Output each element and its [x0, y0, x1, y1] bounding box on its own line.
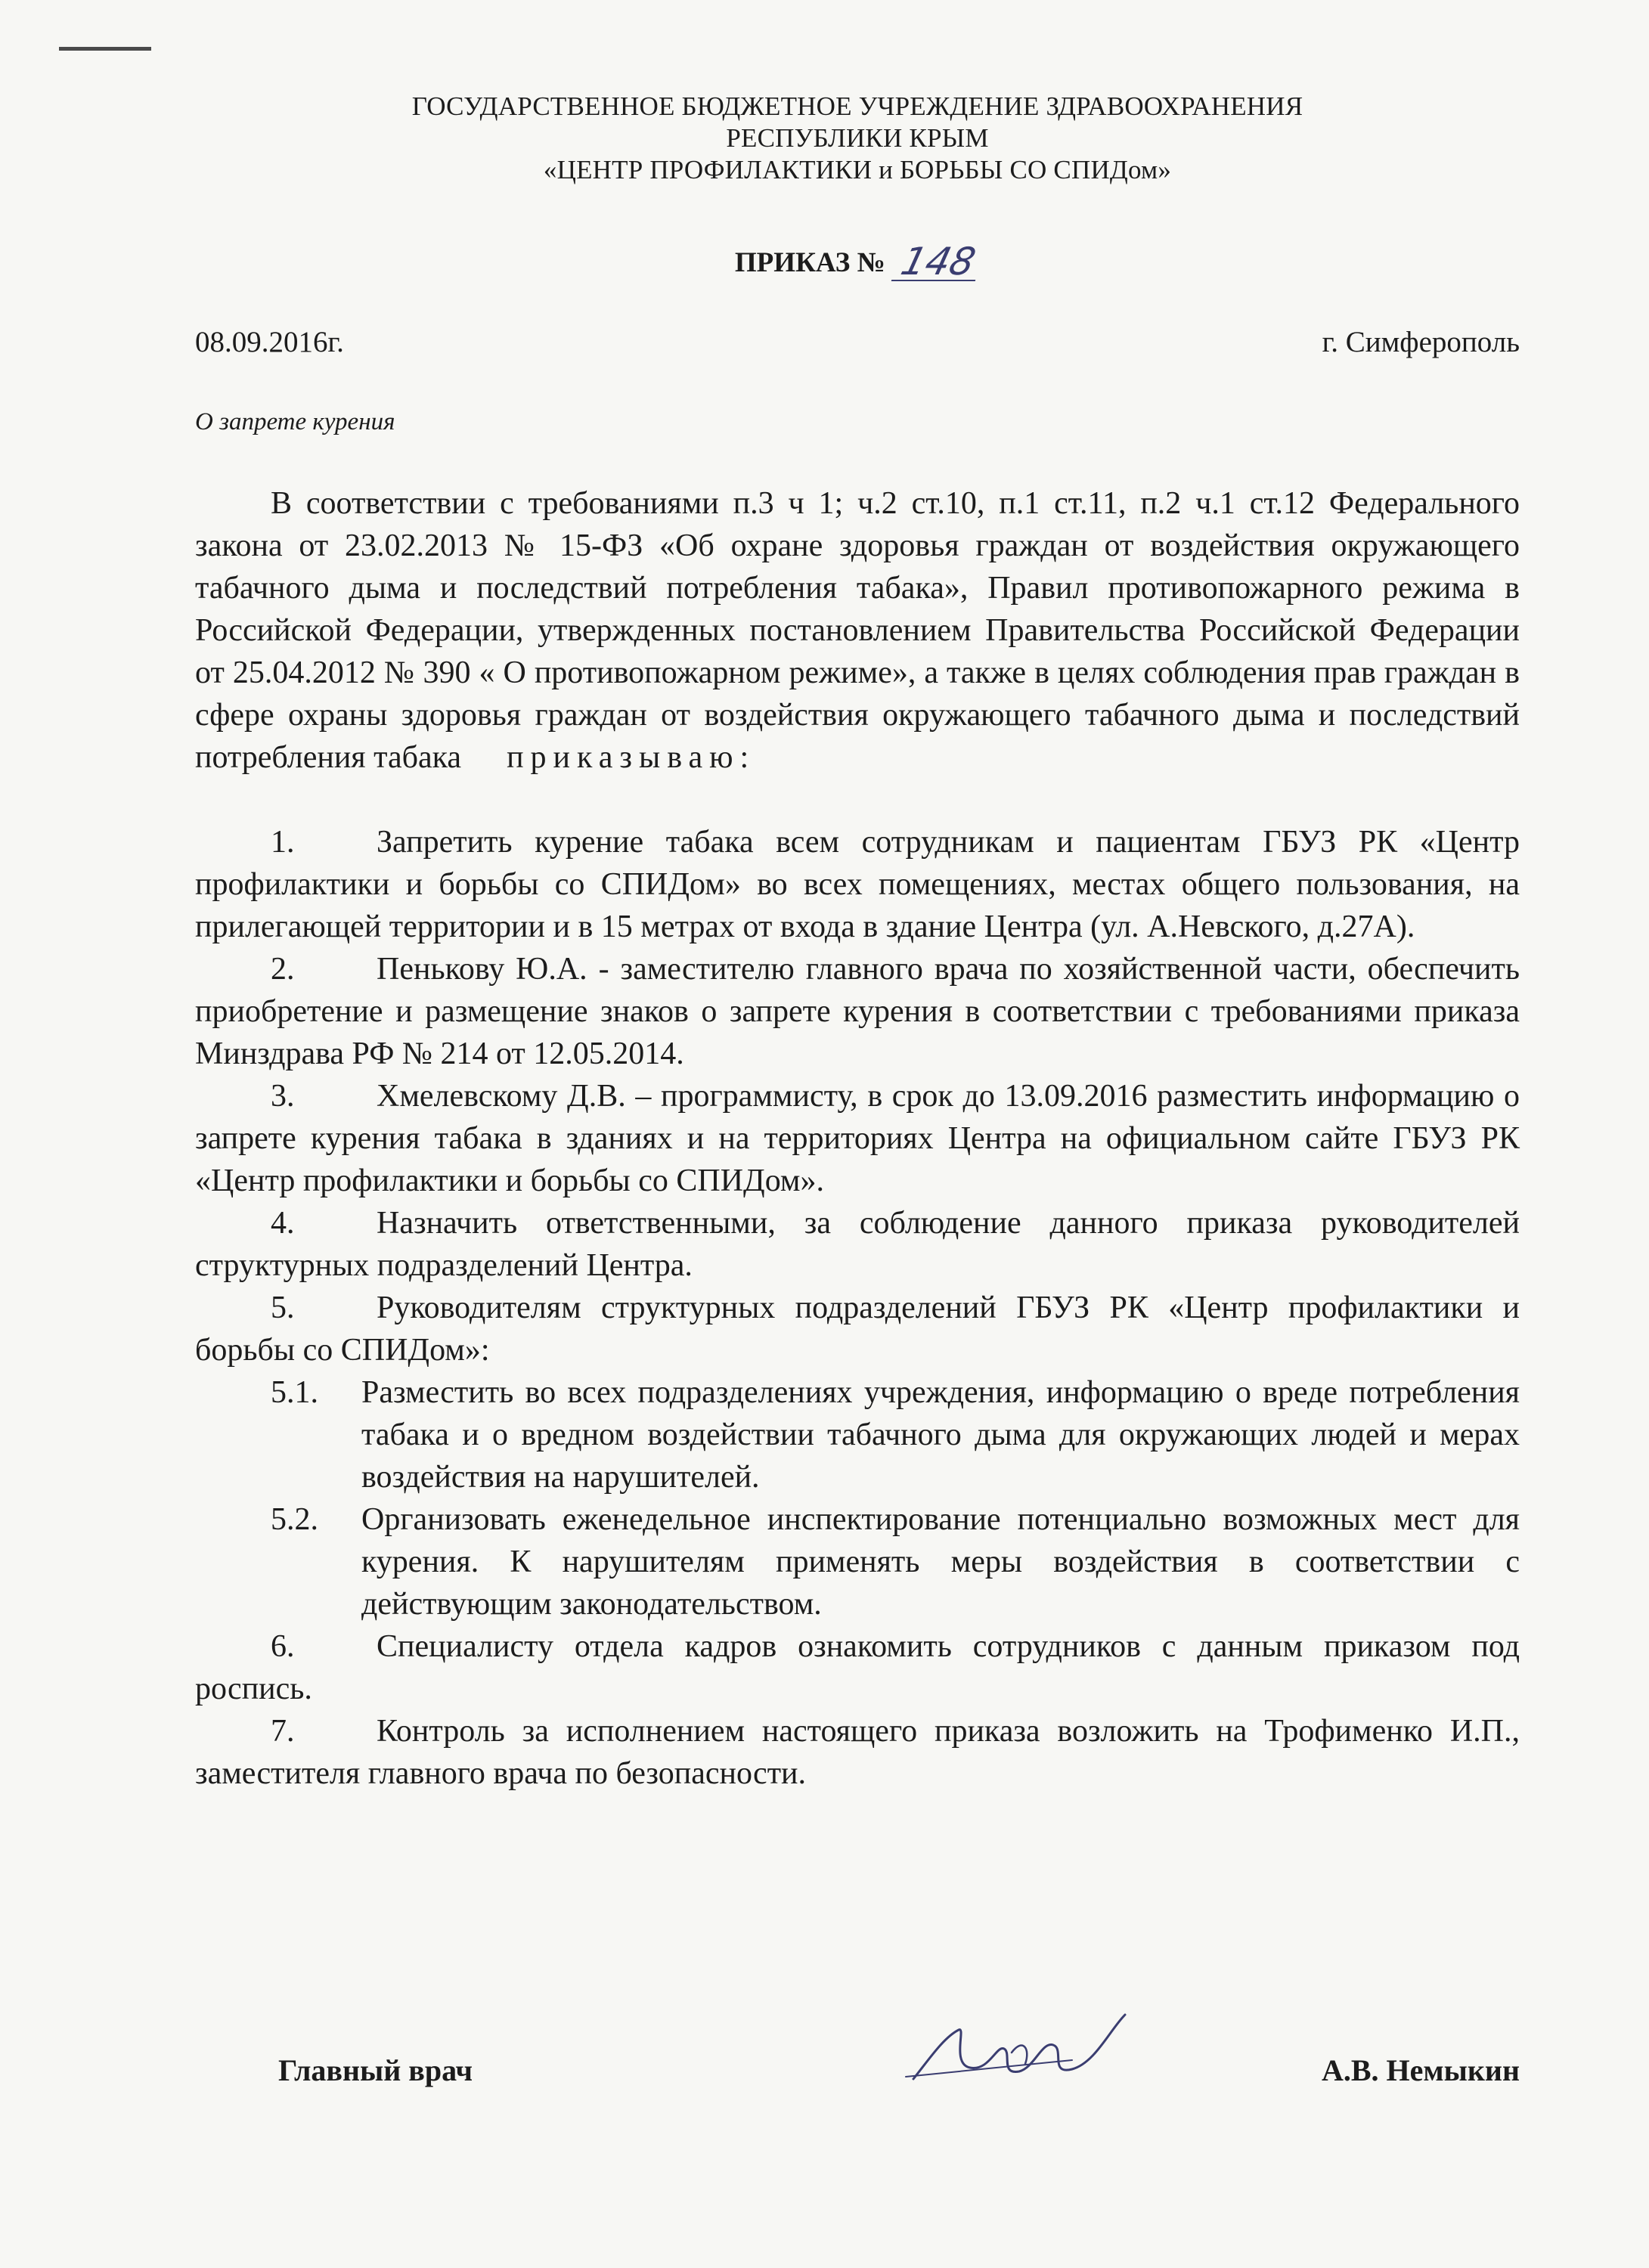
order-item	[195, 1287, 1520, 1371]
order-body	[195, 482, 1520, 1795]
header-line-2: РЕСПУБЛИКИ КРЫМ	[726, 123, 989, 153]
order-date: 08.09.2016г.	[195, 326, 344, 358]
order-title-label: ПРИКАЗ №	[734, 247, 885, 278]
document-page	[195, 0, 1520, 2268]
subitem-text: Организовать еженедельное инспектирование потенциально возможных мест для курения. К нарушителям применять меры воздействия в соответствии с действующим законодательством.	[361, 1502, 1520, 1622]
item-number: 4.	[271, 1206, 295, 1241]
item-number: 3.	[271, 1079, 295, 1114]
item-text: Специалисту отдела кадров ознакомить сотрудников с данным приказом под роспись.	[195, 1629, 1520, 1706]
order-title	[195, 240, 1520, 284]
header-line-1: ГОСУДАРСТВЕННОЕ БЮДЖЕТНОЕ УЧРЕЖДЕНИЕ ЗДРАВООХРАНЕНИЯ	[411, 91, 1303, 121]
order-city: г. Симферополь	[1322, 326, 1520, 358]
item-number: 2.	[271, 952, 295, 987]
item-text: Контроль за исполнением настоящего приказа возложить на Трофименко И.П., заместителя главного врача по безопасности.	[195, 1714, 1520, 1791]
item-number: 5.	[271, 1290, 295, 1325]
item-number: 7.	[271, 1714, 295, 1749]
header-line-3: «ЦЕНТР ПРОФИЛАКТИКИ и БОРЬБЫ СО СПИДом»	[543, 155, 1172, 184]
subitem-number: 5.2.	[271, 1502, 318, 1537]
order-item	[195, 1710, 1520, 1795]
order-item	[195, 1202, 1520, 1287]
subitem-text: Разместить во всех подразделениях учреждения, информацию о вреде потребления табака и о вредном воздействии табачного дыма для окружающих людей и мерах воздействия на нарушителей.	[361, 1375, 1520, 1495]
subitem-number: 5.1.	[271, 1375, 318, 1410]
signer-position: Главный врач	[278, 2053, 473, 2087]
preamble-text: В соответствии с требованиями п.3 ч 1; ч.2 ст.10, п.1 ст.11, п.2 ч.1 ст.12 Федерального закона от 23.02.2013 № 15-ФЗ «Об охране здоровья граждан от воздействия окружающего табачного дыма и последствий потребления табака», Правил противопожарного режима в Российской Федерации, утвержденных постановлением Правительства Российской Федерации от 25.04.2012 № 390 « О противопожарном режиме», а также в целях соблюдения прав граждан в сфере охраны здоровья граждан от воздействия окружающего табачного дыма и последствий потребления табака	[195, 486, 1520, 775]
item-text: Хмелевскому Д.В. – программисту, в срок до 13.09.2016 разместить информацию о запрете курения табака в зданиях и на территориях Центра на официальном сайте ГБУЗ РК «Центр профилактики и борьбы со СПИДом».	[195, 1079, 1520, 1198]
institution-header	[195, 91, 1520, 186]
order-item	[195, 1625, 1520, 1710]
order-item	[195, 821, 1520, 948]
order-subject: О запрете курения	[195, 408, 395, 435]
order-word: приказываю:	[507, 740, 756, 775]
handwritten-signature	[898, 2007, 1140, 2098]
order-subitem	[195, 1498, 1520, 1625]
item-number: 6.	[271, 1629, 295, 1664]
order-items	[195, 821, 1520, 1795]
order-item	[195, 1075, 1520, 1202]
item-text: Руководителям структурных подразделений ГБУЗ РК «Центр профилактики и борьбы со СПИДом»:	[195, 1290, 1520, 1368]
scan-edge-mark	[59, 47, 151, 51]
order-subitem	[195, 1371, 1520, 1498]
item-text: Назначить ответственными, за соблюдение данного приказа руководителей структурных подразделений Центра.	[195, 1206, 1520, 1283]
preamble-paragraph	[195, 482, 1520, 779]
order-item	[195, 948, 1520, 1075]
signer-name: А.В. Немыкин	[1321, 2053, 1520, 2087]
signature-block	[278, 2037, 1520, 2105]
order-number-handwritten: 148	[891, 243, 984, 281]
item-number: 1.	[271, 825, 295, 860]
item-text: Запретить курение табака всем сотрудникам и пациентам ГБУЗ РК «Центр профилактики и борьбы со СПИДом» во всех помещениях, местах общего пользования, на прилегающей территории и в 15 метрах от входа в здание Центра (ул. А.Невского, д.27А).	[195, 825, 1520, 944]
item-text: Пенькову Ю.А. - заместителю главного врача по хозяйственной части, обеспечить приобретение и размещение знаков о запрете курения в соответствии с требованиями приказа Минздрава РФ № 214 от 12.05.2014.	[195, 952, 1520, 1071]
